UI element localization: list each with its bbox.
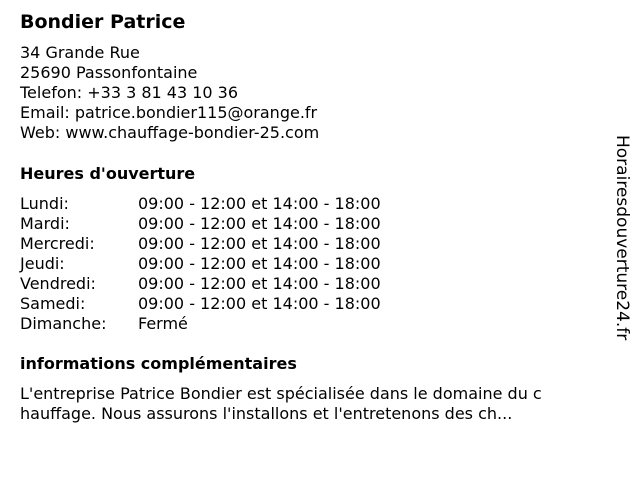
hours-row-mercredi bbox=[20, 234, 381, 254]
info-description bbox=[20, 384, 600, 424]
opening-hours-list bbox=[20, 194, 381, 334]
hours-row-dimanche bbox=[20, 314, 381, 334]
address-street: 34 Grande Rue bbox=[20, 43, 140, 62]
info-line: L'entreprise Patrice Bondier est spécialisée dans le domaine du c bbox=[20, 384, 542, 403]
hours-row-vendredi bbox=[20, 274, 381, 294]
time-range: 09:00 - 12:00 et 14:00 - 18:00 bbox=[138, 194, 381, 213]
hours-row-lundi bbox=[20, 194, 381, 214]
phone-number: Telefon: +33 3 81 43 10 36 bbox=[20, 83, 239, 102]
info-line: hauffage. Nous assurons l'installons et l'entretenons des ch... bbox=[20, 404, 513, 423]
time-range: 09:00 - 12:00 et 14:00 - 18:00 bbox=[138, 274, 381, 293]
time-range: 09:00 - 12:00 et 14:00 - 18:00 bbox=[138, 234, 381, 253]
day-label: Dimanche: bbox=[20, 314, 107, 333]
business-name: Bondier Patrice bbox=[20, 11, 186, 33]
day-label: Jeudi: bbox=[20, 254, 65, 273]
time-range: 09:00 - 12:00 et 14:00 - 18:00 bbox=[138, 214, 381, 233]
hours-row-mardi bbox=[20, 214, 381, 234]
contact-block bbox=[20, 43, 319, 143]
hours-row-jeudi bbox=[20, 254, 381, 274]
day-label: Samedi: bbox=[20, 294, 86, 313]
hours-row-samedi bbox=[20, 294, 381, 314]
day-label: Mercredi: bbox=[20, 234, 95, 253]
day-label: Lundi: bbox=[20, 194, 69, 213]
site-watermark: Horairesdouverture24.fr bbox=[612, 135, 632, 341]
info-heading: informations complémentaires bbox=[20, 354, 297, 373]
address-city: 25690 Passonfontaine bbox=[20, 63, 198, 82]
time-range: 09:00 - 12:00 et 14:00 - 18:00 bbox=[138, 294, 381, 313]
day-label: Mardi: bbox=[20, 214, 70, 233]
time-range: Fermé bbox=[138, 314, 188, 333]
time-range: 09:00 - 12:00 et 14:00 - 18:00 bbox=[138, 254, 381, 273]
website: Web: www.chauffage-bondier-25.com bbox=[20, 123, 320, 142]
email-address: Email: patrice.bondier115@orange.fr bbox=[20, 103, 318, 122]
hours-heading: Heures d'ouverture bbox=[20, 164, 196, 183]
day-label: Vendredi: bbox=[20, 274, 96, 293]
